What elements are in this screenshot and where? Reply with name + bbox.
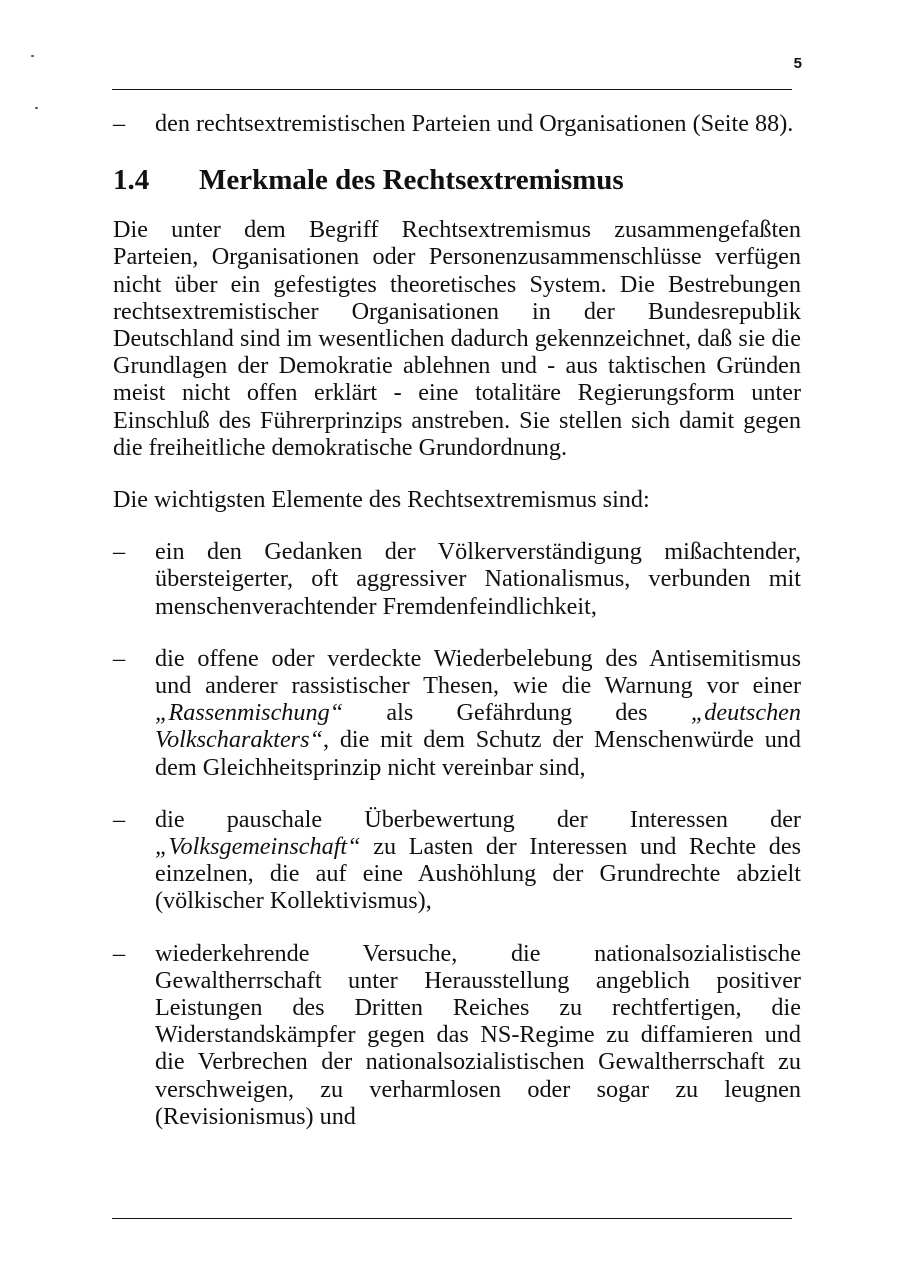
footer-rule	[112, 1218, 792, 1219]
body-paragraph: Die unter dem Begriff Rechtsextremismus zusammengefaßten Parteien, Organisationen oder Personenzusammenschlüsse verfügen nicht über ein gefestigtes theoretisches System. Die Bestrebungen rechtsextremistischer Organisationen in der Bundesrepublik Deutschland sind im wesentlichen dadurch gekennzeichnet, daß sie die Grundlagen der Demokratie ablehnen und - aus taktischen Gründen meist nicht offen erklärt - eine totalitäre Regierungsform unter Einschluß des Führerprinzips anstreben. Sie stellen sich damit gegen die freiheitliche demokratische Grundordnung.	[113, 216, 801, 461]
header-rule	[112, 89, 792, 90]
list-item-text: den rechtsextremistischen Parteien und Organisationen (Seite 88).	[155, 110, 794, 137]
text-run: die pauschale Überbewertung der Interessen der	[155, 805, 801, 833]
page-number: 5	[793, 55, 802, 72]
list-item	[113, 940, 801, 1130]
text-run: zu Lasten der Interessen und Rechte des einzelnen, die auf eine Aushöhlung der Grundrechte abzielt (völkischer Kollektivismus),	[155, 833, 801, 915]
list-dash: –	[113, 538, 126, 566]
list-item-text: ein den Gedanken der Völkerverständigung mißachtender, übersteigerter, oft aggressiver Nationalismus, verbunden mit menschenverachtender Fremdenfeindlichkeit,	[155, 538, 801, 620]
scan-speck	[31, 55, 34, 57]
list-item-text: wiederkehrende Versuche, die nationalsozialistische Gewaltherrschaft unter Herausstellung angeblich positiver Leistungen des Dritten Reiches zu rechtfertigen, die Widerstandskämpfer gegen das NS-Regime zu diffamieren und die Verbrechen der nationalsozialistischen Gewaltherrschaft zu verschweigen, zu verharmlosen oder sogar zu leugnen (Revisionismus) und	[155, 939, 801, 1130]
text-run: die offene oder verdeckte Wiederbelebung des Antisemitismus und anderer rassistischer Thesen, wie die Warnung vor einer	[155, 644, 801, 700]
section-title: Merkmale des Rechtsextremismus	[199, 164, 624, 197]
list-dash: –	[113, 644, 126, 672]
text-run: als Gefährdung des	[343, 699, 691, 727]
section-number: 1.4	[113, 164, 150, 197]
quoted-term: „Rassenmischung“	[155, 699, 344, 727]
text-run: , die mit dem Schutz der Menschenwürde und dem Gleichheitsprinzip nicht vereinbar sind,	[155, 726, 801, 781]
list-item	[113, 806, 801, 915]
list-item	[113, 110, 801, 137]
list-dash: –	[113, 110, 126, 137]
list-dash: –	[113, 805, 126, 833]
page-body	[113, 110, 801, 1130]
list-intro-paragraph: Die wichtigsten Elemente des Rechtsextremismus sind:	[113, 486, 650, 514]
quoted-term: „deutschen Volkscharakters“	[155, 699, 801, 754]
quoted-term: „Volksgemeinschaft“	[155, 833, 361, 861]
list-item	[113, 538, 801, 620]
list-item-text	[155, 806, 801, 915]
scan-speck	[35, 107, 38, 109]
list-dash: –	[113, 939, 126, 967]
list-item	[113, 645, 801, 781]
list-item-text	[155, 645, 801, 781]
section-heading	[113, 163, 801, 197]
